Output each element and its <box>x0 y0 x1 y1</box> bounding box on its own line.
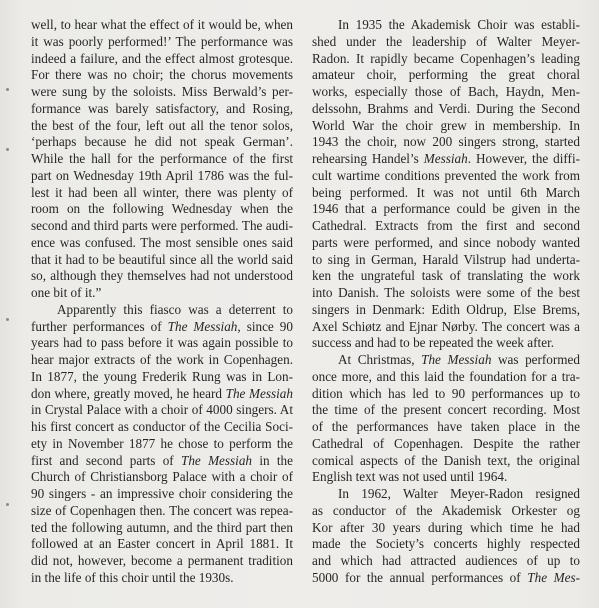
margin-dot <box>6 318 9 321</box>
margin-dot <box>6 148 9 151</box>
text-line: one bit of it.” <box>31 285 102 300</box>
text-line: Kor after 30 years during which time he had <box>312 519 580 535</box>
text-line: works, especially those of Bach, Haydn, Men- <box>312 84 580 99</box>
text-line: success and had to be repeated the week after. <box>312 335 555 351</box>
text-line: so, although they themselves had not understood <box>31 268 293 284</box>
text-line: ken the ungrateful task of translating the work <box>312 268 580 284</box>
text-line: as conductor of the Akademisk Orkester og <box>312 502 580 518</box>
text-line: ‘perhaps because he did not speak German’. <box>31 134 293 150</box>
text-line: In 1962, Walter Meyer-Radon resigned <box>338 486 580 501</box>
text-line: formance was barely satisfactory, and Rosing, <box>31 100 293 116</box>
text-line: part on Wednesday 19th April 1786 was the ful- <box>31 167 293 183</box>
left-text-column <box>31 17 293 587</box>
text-line: indeed a failure, and the effect almost grotesque. <box>31 50 293 66</box>
text-line: in the life of this choir until the 1930s. <box>31 569 234 585</box>
text-line: to sing in German, Harald Vilstrup had underta- <box>312 251 580 267</box>
text-line: were sung by the soloists. Miss Berwald’s per- <box>31 84 293 99</box>
text-line: in Crystal Palace with a choir of 4000 singers. At <box>31 402 293 418</box>
text-line: amateur choir, performing the great choral <box>312 67 580 83</box>
text-line: the best of the four, left out all the tenor solos, <box>31 117 293 133</box>
text-line: did not, however, become a permanent tradition <box>31 553 293 568</box>
text-line: once more, and this laid the foundation for a tra- <box>312 368 580 384</box>
text-line: room on the following Wednesday when the <box>31 201 293 217</box>
text-line: and which had attracted audiences of up to <box>312 553 580 568</box>
text-line: his first concert as conductor of the Cecilia Soci- <box>31 419 293 434</box>
text-line: that it had to be beautiful since all the world said <box>31 251 293 267</box>
text-line: shed under the leadership of Walter Meyer- <box>312 33 580 49</box>
text-line: Church of Christiansborg Palace with a choir of <box>31 469 293 485</box>
text-line: the time of the present concert recording. Most <box>312 402 580 418</box>
text-line: second and third parts were performed. The audi- <box>31 218 293 233</box>
margin-dot <box>6 88 9 91</box>
text-line: years had to pass before it was again possible to <box>31 335 293 351</box>
text-line: delssohn, Brahms and Verdi. During the Second <box>312 100 580 116</box>
text-line: Axel Schiøtz and Ejnar Nørby. The concert was a <box>312 318 580 334</box>
text-line: At Christmas, The Messiah was performed <box>338 352 580 367</box>
text-line: singers in Denmark: Edith Oldrup, Else Brems, <box>312 301 580 317</box>
text-line: English text was not used until 1964. <box>312 469 508 485</box>
text-line: Radon. It rapidly became Copenhagen’s leading <box>312 50 580 66</box>
text-line: followed at an Easter concert in April 1881. It <box>31 536 293 552</box>
text-line: of the performances have taken place in the <box>312 419 580 434</box>
text-line: Apparently this fiasco was a deterrent to <box>57 301 293 317</box>
text-line: ence was confused. The most sensible ones said <box>31 234 293 250</box>
text-line: comical aspects of the Danish text, the original <box>312 452 580 468</box>
text-line: 5000 for the annual performances of The Mes- <box>312 569 580 585</box>
text-line: cult wartime conditions prevented the work from <box>312 167 580 183</box>
text-line: In 1935 the Akademisk Choir was establi- <box>338 17 580 32</box>
text-line: 1946 that a performance could be given in the <box>312 201 580 217</box>
text-line: Cathedral. Extracts from the first and second <box>312 218 580 233</box>
margin-dot <box>6 503 9 506</box>
text-line: Cathedral of Copenhagen. Despite the rather <box>312 435 580 451</box>
text-line: into Danish. The soloists were some of the best <box>312 285 580 300</box>
text-line: ted the following autumn, and the third part then <box>31 519 293 535</box>
text-line: dition which has led to 90 performances up to <box>312 385 580 401</box>
text-line: lest it had been all winter, there was plenty of <box>31 184 293 200</box>
text-line: it was poorly performed!’ The performance was <box>31 33 293 49</box>
text-line: 1943 the choir, now 200 singers strong, started <box>312 134 580 150</box>
text-line: well, to hear what the effect of it would be, when <box>31 17 293 32</box>
text-line: hear major extracts of the work in Copenhagen. <box>31 352 293 367</box>
text-line: size of Copenhagen then. The concert was repea- <box>31 502 293 518</box>
text-line: parts were performed, and since nobody wanted <box>312 234 580 250</box>
text-line: In 1877, the young Frederik Rung was in Lon- <box>31 368 293 384</box>
text-line: World War the choir grew in membership. In <box>312 117 580 133</box>
text-line: further performances of The Messiah, since 90 <box>31 318 293 334</box>
text-line: ety in November 1877 he chose to perform the <box>31 435 293 451</box>
text-line: first and second parts of The Messiah in the <box>31 452 293 468</box>
text-line: being performed. It was not until 6th March <box>312 184 580 200</box>
text-line: For there was no choir; the chorus movements <box>31 67 293 83</box>
text-line: don where, greatly moved, he heard The Messiah <box>31 385 293 401</box>
text-line: rehearsing Handel’s Messiah. However, the diffi- <box>312 151 581 166</box>
text-line: 90 singers - an impressive choir considering the <box>31 486 293 501</box>
right-text-column <box>312 17 580 587</box>
text-line: made the Society’s concerts highly respected <box>312 536 580 552</box>
text-line: While the hall for the performance of the first <box>31 151 293 166</box>
